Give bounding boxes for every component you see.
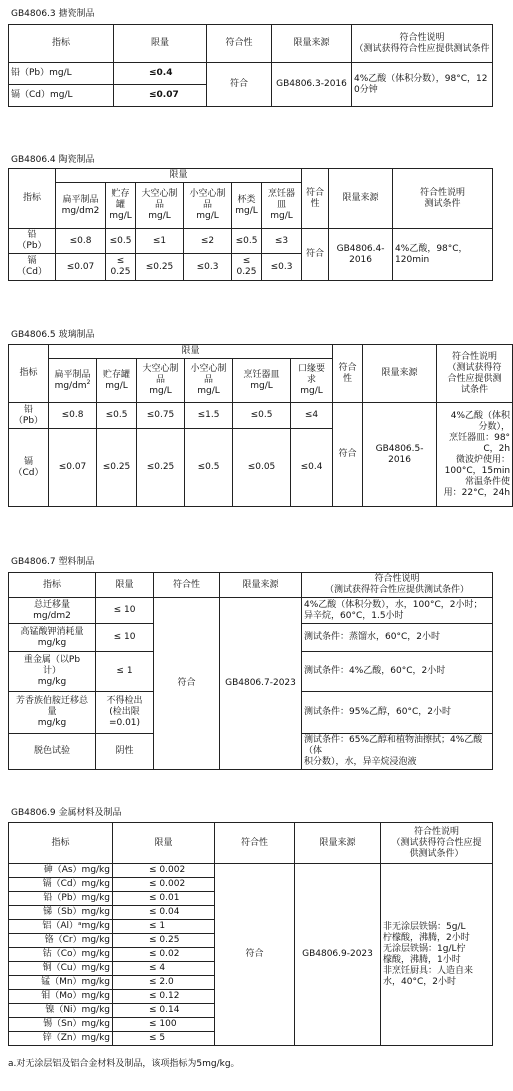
row-indicator: 镍（Ni）mg/kg (9, 1004, 113, 1018)
plastic-table (8, 572, 493, 770)
row-limit: ≤ 0.002 (113, 864, 215, 878)
row-indicator: 砷（As）mg/kg (9, 864, 113, 878)
value-cell: ≤0.5 (97, 403, 137, 429)
source-cell: GB4806.5- 2016 (363, 403, 437, 507)
row-limit: ≤ 100 (113, 1018, 215, 1032)
sub-header-storage: 贮存罐 mg/L (106, 183, 136, 229)
header-indicator: 指标 (9, 169, 56, 229)
header-conformity: 符合性 (154, 573, 220, 598)
row-limit: 阴性 (96, 734, 154, 770)
header-note: 符合性说明 （测试获得符合性应提供测试条件 (352, 25, 493, 63)
conformity-cell: 符合 (215, 864, 295, 1046)
header-limit: 限量 (113, 823, 215, 864)
conformity-cell: 符合 (154, 598, 220, 770)
header-indicator: 指标 (9, 573, 96, 598)
value-cell: ≤3 (262, 229, 302, 254)
header-note: 符合性说明 （测试获得符合性应提供测试条件） (302, 573, 493, 598)
note-cell: 非无涂层铁锅：5g/L 柠檬酸，沸腾，2小时 无涂层铁锅：1g/L柠 檬酸，沸腾，1小时 非烹饪厨具：人造自来 水，40°C，2小时 (381, 864, 493, 1046)
header-note: 符合性说明 测试条件 (393, 169, 493, 229)
row-indicator: 锌（Zn）mg/kg (9, 1032, 113, 1046)
ceramic-table (8, 168, 493, 281)
row-limit: ≤ 0.04 (113, 906, 215, 920)
row-limit: ≤ 2.0 (113, 976, 215, 990)
header-source: 限量来源 (220, 573, 302, 598)
row-indicator: 钴（Co）mg/kg (9, 948, 113, 962)
row-indicator: 重金属（以Pb 计） mg/kg (9, 652, 96, 692)
value-cell: ≤0.07 (56, 254, 106, 281)
row-indicator: 镉（Cd）mg/kg (9, 878, 113, 892)
row-limit: ≤ 10 (96, 598, 154, 624)
sub-header-small-hollow: 小空心制品 mg/L (184, 183, 232, 229)
row-indicator: 总迁移量 mg/dm2 (9, 598, 96, 624)
row-indicator: 钼（Mo）mg/kg (9, 990, 113, 1004)
source-cell: GB4806.4- 2016 (329, 229, 393, 281)
conformity-cell: 符合 (207, 63, 272, 107)
row-indicator: 锡（Sn）mg/kg (9, 1018, 113, 1032)
source-cell: GB4806.7-2023 (220, 598, 302, 770)
row-indicator: 铅 （Pb） (9, 229, 56, 254)
header-indicator: 指标 (9, 25, 114, 63)
row-indicator: 锰（Mn）mg/kg (9, 976, 113, 990)
row-indicator: 铅 （Pb） (9, 403, 49, 429)
source-cell: GB4806.9-2023 (295, 864, 381, 1046)
header-limit: 限量 (49, 345, 333, 359)
header-limit: 限量 (96, 573, 154, 598)
value-cell: ≤0.3 (262, 254, 302, 281)
row-limit: ≤ 1 (113, 920, 215, 934)
sub-header-cookware: 烹饪器皿 mg/L (262, 183, 302, 229)
row-note: 测试条件：4%乙酸，60°C，2小时 (302, 652, 493, 692)
row-limit: ≤0.4 (114, 63, 207, 85)
value-cell: ≤0.25 (97, 429, 137, 507)
header-conformity: 符合性 (207, 25, 272, 63)
row-indicator: 铅（Pb）mg/kg (9, 892, 113, 906)
header-conformity: 符合性 (302, 169, 329, 229)
value-cell: ≤0.5 (106, 229, 136, 254)
row-indicator: 镉（Cd）mg/L (9, 85, 114, 107)
value-cell: ≤0.5 (232, 229, 262, 254)
sub-header-large-hollow: 大空心制 品 mg/L (137, 359, 185, 403)
row-limit: ≤0.07 (114, 85, 207, 107)
header-limit: 限量 (56, 169, 302, 183)
header-indicator: 指标 (9, 823, 113, 864)
sub-header-flat: 扁平制品 mg/dm2 (56, 183, 106, 229)
row-indicator: 脱色试验 (9, 734, 96, 770)
value-cell: ≤ 0.25 (106, 254, 136, 281)
value-cell: ≤0.75 (137, 403, 185, 429)
value-cell: ≤0.25 (137, 429, 185, 507)
conformity-cell: 符合 (302, 229, 329, 281)
row-indicator: 芳香族伯胺迁移总 量 mg/kg (9, 692, 96, 734)
row-indicator: 铝（Al）ᵃmg/kg (9, 920, 113, 934)
row-indicator: 镉 （Cd） (9, 429, 49, 507)
superscript-2: 2 (86, 378, 91, 386)
note-cell: 4%乙酸，98°C， 120min (393, 229, 493, 281)
header-limit: 限量 (114, 25, 207, 63)
row-limit: ≤ 4 (113, 962, 215, 976)
sub-header-small-hollow: 小空心制 品 mg/L (185, 359, 233, 403)
header-note: 符合性说明 （测试获得符合性应提 供测试条件） (381, 823, 493, 864)
row-note: 4%乙酸（体积分数），水，100°C，2小时； 异辛烷，60°C，1.5小时 (302, 598, 493, 624)
row-note: 测试条件：蒸馏水，60°C，2小时 (302, 624, 493, 652)
conformity-cell: 符合 (333, 403, 363, 507)
row-indicator: 铜（Cu）mg/kg (9, 962, 113, 976)
header-source: 限量来源 (329, 169, 393, 229)
header-conformity: 符合性 (215, 823, 295, 864)
value-cell: ≤0.8 (49, 403, 97, 429)
row-limit: ≤ 0.01 (113, 892, 215, 906)
row-limit: ≤ 5 (113, 1032, 215, 1046)
value-cell: ≤1.5 (185, 403, 233, 429)
row-limit: ≤ 0.02 (113, 948, 215, 962)
value-cell: ≤1 (136, 229, 184, 254)
note-cell: 4%乙酸（体积 分数）， 烹饪器皿：98° C，2h 微波炉使用： 100°C，15min 常温条件使 用：22°C，24h (437, 403, 513, 507)
row-indicator: 铅（Pb）mg/L (9, 63, 114, 85)
value-cell: ≤0.4 (291, 429, 333, 507)
sub-header-cookware: 烹饪器皿 mg/L (233, 359, 291, 403)
section-title: GB4806.3 搪瓷制品 (11, 9, 95, 19)
value-cell: ≤0.3 (184, 254, 232, 281)
row-note: 测试条件：95%乙醇，60°C，2小时 (302, 692, 493, 734)
sub-header-flat (49, 359, 97, 403)
row-indicator: 高锰酸钾消耗量 mg/kg (9, 624, 96, 652)
sub-header-storage: 贮存罐 mg/L (97, 359, 137, 403)
header-conformity: 符合 性 (333, 345, 363, 403)
value-cell: ≤4 (291, 403, 333, 429)
value-cell: ≤0.5 (185, 429, 233, 507)
glass-table (8, 344, 513, 507)
row-indicator: 镉 （Cd） (9, 254, 56, 281)
header-source: 限量来源 (363, 345, 437, 403)
footnote: a.对无涂层铝及铝合金材料及制品，该项指标为5mg/kg。 (8, 1059, 240, 1069)
enamel-table (8, 24, 493, 107)
value-cell: ≤0.8 (56, 229, 106, 254)
header-source: 限量来源 (295, 823, 381, 864)
row-indicator: 锑（Sb）mg/kg (9, 906, 113, 920)
section-title: GB4806.9 金属材料及制品 (11, 808, 122, 818)
row-limit: ≤ 0.25 (113, 934, 215, 948)
value-cell: ≤0.25 (136, 254, 184, 281)
header-note: 符合性说明 （测试获得符 合性应提供测 试条件 (437, 345, 513, 403)
sub-header-flat-label: 扁平制品 mg/dm (54, 369, 91, 391)
row-limit: ≤ 1 (96, 652, 154, 692)
value-cell: ≤0.07 (49, 429, 97, 507)
row-limit: ≤ 10 (96, 624, 154, 652)
value-cell: ≤0.05 (233, 429, 291, 507)
value-cell: ≤ 0.25 (232, 254, 262, 281)
header-source: 限量来源 (272, 25, 352, 63)
value-cell: ≤0.5 (233, 403, 291, 429)
source-cell: GB4806.3-2016 (272, 63, 352, 107)
row-note: 测试条件：65%乙醇和植物油擦拭；4%乙酸（体 积分数），水，异辛烷浸泡液 (302, 734, 493, 770)
note-cell: 4%乙酸（体积分数），98°C，120分钟 (352, 63, 493, 107)
sub-header-cups: 杯类 mg/L (232, 183, 262, 229)
row-limit: 不得检出 (检出限 =0.01) (96, 692, 154, 734)
metal-table (8, 822, 493, 1046)
sub-header-rim: 口缘要 求 mg/L (291, 359, 333, 403)
value-cell: ≤2 (184, 229, 232, 254)
section-title: GB4806.5 玻璃制品 (11, 330, 95, 340)
section-title: GB4806.7 塑料制品 (11, 557, 95, 567)
row-limit: ≤ 0.12 (113, 990, 215, 1004)
header-indicator: 指标 (9, 345, 49, 403)
row-limit: ≤ 0.002 (113, 878, 215, 892)
row-limit: ≤ 0.14 (113, 1004, 215, 1018)
section-title: GB4806.4 陶瓷制品 (11, 155, 95, 165)
sub-header-large-hollow: 大空心制品 mg/L (136, 183, 184, 229)
row-indicator: 铬（Cr）mg/kg (9, 934, 113, 948)
